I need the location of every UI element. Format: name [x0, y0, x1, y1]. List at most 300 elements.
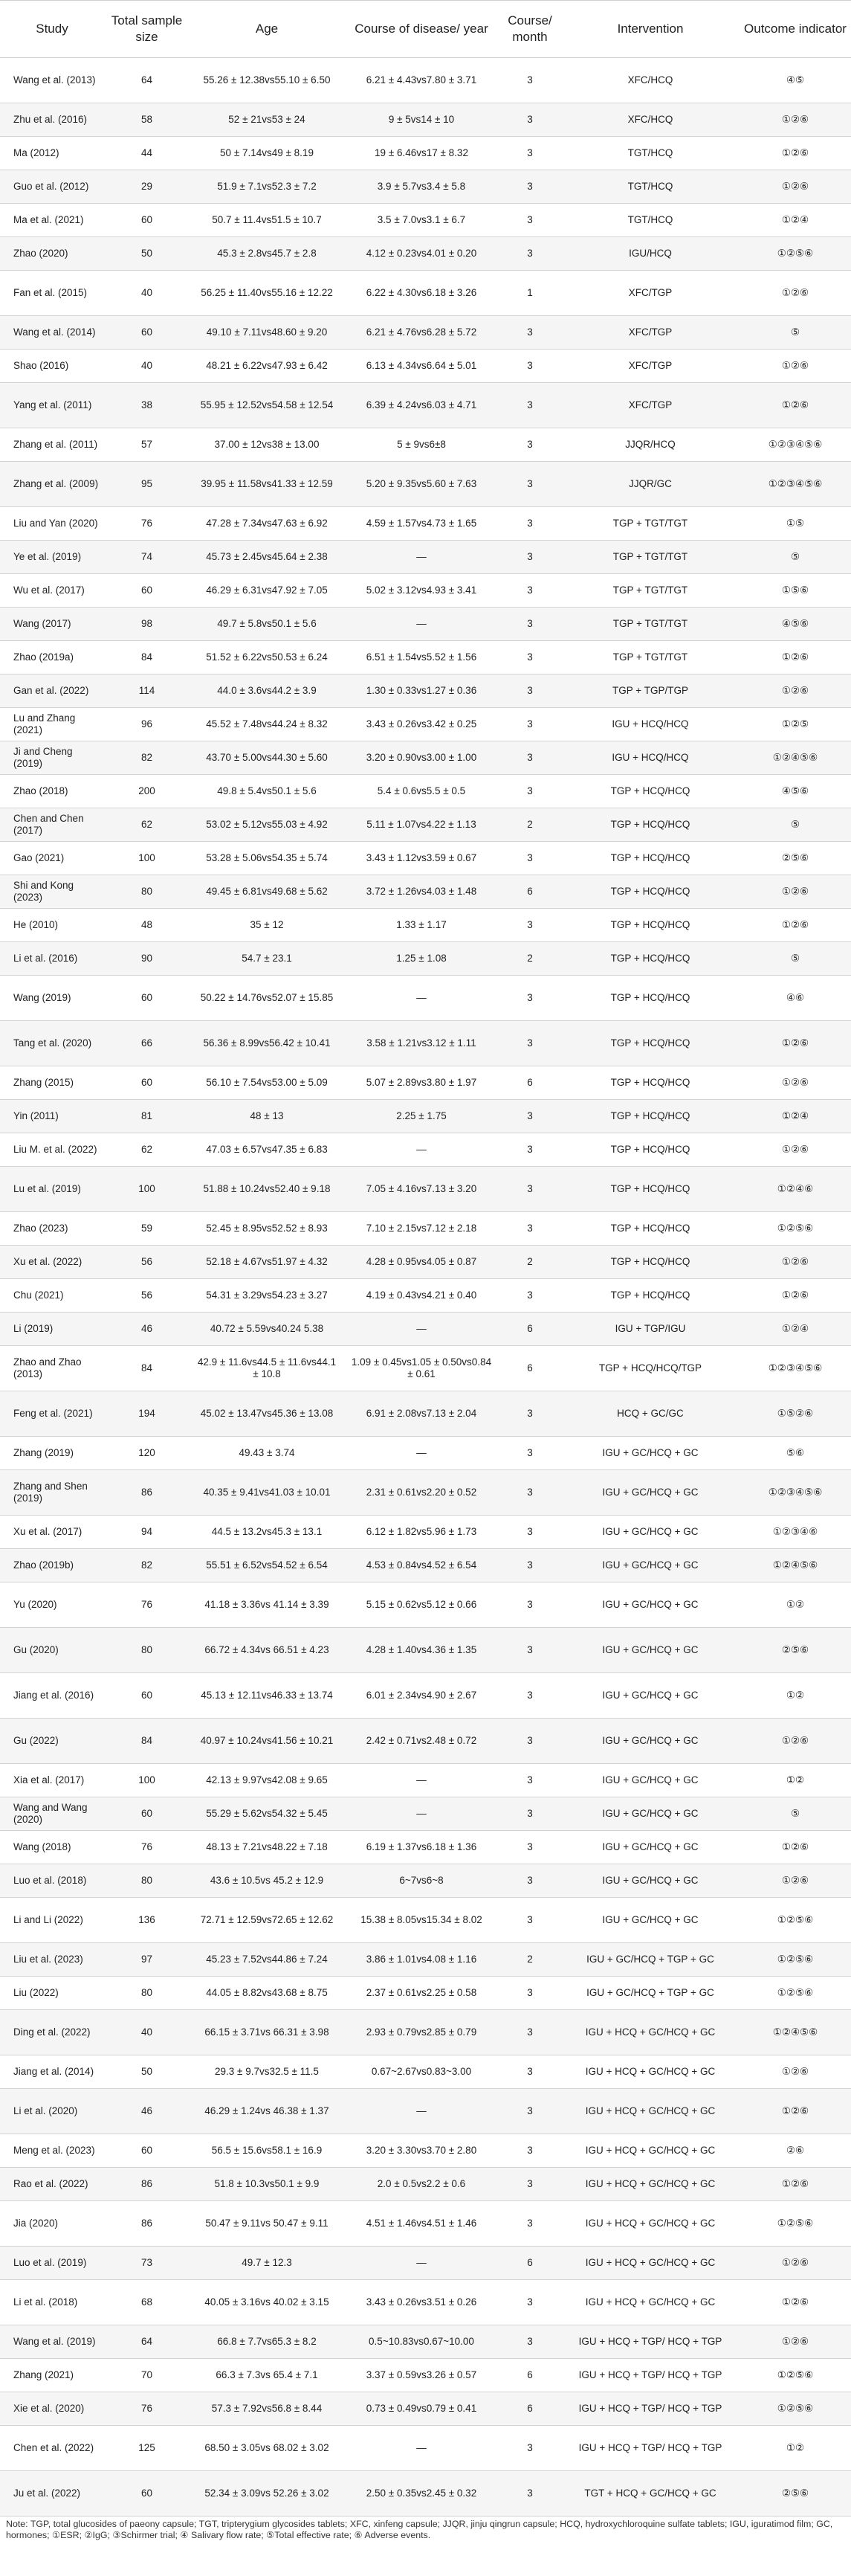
cell-course-month: 3 — [499, 1021, 561, 1066]
table-row — [0, 1764, 851, 1797]
cell-intervention: TGT/HCQ — [561, 137, 740, 170]
cell-course-month: 3 — [499, 608, 561, 641]
cell-age: 45.3 ± 2.8vs45.7 ± 2.8 — [190, 237, 344, 271]
table-row — [0, 2247, 851, 2280]
cell-age: 52.45 ± 8.95vs52.52 ± 8.93 — [190, 1212, 344, 1246]
cell-study: Shi and Kong (2023) — [0, 875, 104, 909]
cell-course-of-disease: — — [344, 1764, 499, 1797]
cell-intervention: IGU + HCQ + TGP/ HCQ + TGP — [561, 2359, 740, 2392]
header-row — [0, 1, 851, 58]
cell-age: 44.0 ± 3.6vs44.2 ± 3.9 — [190, 674, 344, 708]
cell-sample-size: 58 — [104, 103, 190, 137]
cell-study: Wang et al. (2014) — [0, 316, 104, 350]
cell-outcome-indicator: ①②⑥ — [740, 1021, 851, 1066]
cell-study: He (2010) — [0, 909, 104, 942]
cell-study: Gu (2022) — [0, 1719, 104, 1764]
cell-intervention: XFC/HCQ — [561, 58, 740, 103]
cell-age: 56.25 ± 11.40vs55.16 ± 12.22 — [190, 271, 344, 316]
cell-sample-size: 96 — [104, 708, 190, 741]
cell-outcome-indicator: ②⑤⑥ — [740, 1628, 851, 1673]
table-row — [0, 1977, 851, 2010]
cell-intervention: TGT/HCQ — [561, 204, 740, 237]
cell-outcome-indicator: ②⑥ — [740, 2134, 851, 2168]
cell-outcome-indicator: ①②⑥ — [740, 875, 851, 909]
table-row — [0, 808, 851, 842]
cell-study: Gu (2020) — [0, 1628, 104, 1673]
cell-outcome-indicator: ①⑤ — [740, 507, 851, 541]
table-row — [0, 58, 851, 103]
cell-age: 45.02 ± 13.47vs45.36 ± 13.08 — [190, 1391, 344, 1437]
cell-age: 68.50 ± 3.05vs 68.02 ± 3.02 — [190, 2426, 344, 2471]
cell-course-of-disease: — — [344, 1437, 499, 1470]
cell-study: Lu and Zhang (2021) — [0, 708, 104, 741]
cell-age: 52.34 ± 3.09vs 52.26 ± 3.02 — [190, 2471, 344, 2517]
cell-course-month: 3 — [499, 237, 561, 271]
cell-sample-size: 60 — [104, 2471, 190, 2517]
cell-intervention: IGU + GC/HCQ + GC — [561, 1628, 740, 1673]
table-row — [0, 383, 851, 428]
table-row — [0, 1470, 851, 1516]
cell-sample-size: 40 — [104, 350, 190, 383]
table-row — [0, 1582, 851, 1628]
cell-sample-size: 29 — [104, 170, 190, 204]
cell-intervention: JJQR/GC — [561, 462, 740, 507]
cell-outcome-indicator: ①②⑥ — [740, 383, 851, 428]
cell-course-of-disease: 1.30 ± 0.33vs1.27 ± 0.36 — [344, 674, 499, 708]
cell-course-month: 3 — [499, 1628, 561, 1673]
cell-outcome-indicator: ⑤ — [740, 316, 851, 350]
cell-intervention: TGP + HCQ/HCQ — [561, 1246, 740, 1279]
cell-course-of-disease: — — [344, 608, 499, 641]
cell-outcome-indicator: ①②⑤⑥ — [740, 2359, 851, 2392]
cell-sample-size: 64 — [104, 58, 190, 103]
cell-sample-size: 120 — [104, 1437, 190, 1470]
cell-course-of-disease: 3.5 ± 7.0vs3.1 ± 6.7 — [344, 204, 499, 237]
cell-sample-size: 76 — [104, 1831, 190, 1864]
cell-outcome-indicator: ①②⑥ — [740, 137, 851, 170]
table-row — [0, 2426, 851, 2471]
cell-course-month: 3 — [499, 1764, 561, 1797]
cell-study: Luo et al. (2019) — [0, 2247, 104, 2280]
cell-age: 40.72 ± 5.59vs40.24 5.38 — [190, 1313, 344, 1346]
cell-outcome-indicator: ①②⑥ — [740, 2280, 851, 2325]
cell-intervention: IGU + GC/HCQ + GC — [561, 1898, 740, 1943]
cell-age: 45.23 ± 7.52vs44.86 ± 7.24 — [190, 1943, 344, 1977]
cell-course-month: 3 — [499, 137, 561, 170]
cell-course-month: 6 — [499, 2247, 561, 2280]
cell-sample-size: 100 — [104, 1764, 190, 1797]
table-row — [0, 1831, 851, 1864]
cell-outcome-indicator: ①②④ — [740, 204, 851, 237]
cell-sample-size: 57 — [104, 428, 190, 462]
cell-course-of-disease: 6.21 ± 4.76vs6.28 ± 5.72 — [344, 316, 499, 350]
cell-age: 45.52 ± 7.48vs44.24 ± 8.32 — [190, 708, 344, 741]
cell-intervention: IGU + HCQ/HCQ — [561, 708, 740, 741]
cell-study: Yu (2020) — [0, 1582, 104, 1628]
cell-sample-size: 70 — [104, 2359, 190, 2392]
cell-course-of-disease: 5 ± 9vs6±8 — [344, 428, 499, 462]
cell-intervention: HCQ + GC/GC — [561, 1391, 740, 1437]
cell-outcome-indicator: ①⑤⑥ — [740, 574, 851, 608]
cell-sample-size: 59 — [104, 1212, 190, 1246]
cell-intervention: IGU + HCQ + GC/HCQ + GC — [561, 2168, 740, 2201]
cell-age: 37.00 ± 12vs38 ± 13.00 — [190, 428, 344, 462]
cell-intervention: IGU + HCQ + GC/HCQ + GC — [561, 2280, 740, 2325]
cell-sample-size: 60 — [104, 316, 190, 350]
cell-outcome-indicator: ①②⑤⑥ — [740, 237, 851, 271]
cell-intervention: IGU + GC/HCQ + GC — [561, 1437, 740, 1470]
cell-course-month: 3 — [499, 1582, 561, 1628]
cell-age: 49.7 ± 5.8vs50.1 ± 5.6 — [190, 608, 344, 641]
cell-course-of-disease: — — [344, 541, 499, 574]
cell-sample-size: 60 — [104, 2134, 190, 2168]
cell-outcome-indicator: ①②⑥ — [740, 1133, 851, 1167]
cell-sample-size: 82 — [104, 1549, 190, 1582]
cell-sample-size: 86 — [104, 1470, 190, 1516]
cell-intervention: TGP + HCQ/HCQ — [561, 976, 740, 1021]
table-row — [0, 103, 851, 137]
cell-outcome-indicator: ④⑤⑥ — [740, 775, 851, 808]
cell-sample-size: 60 — [104, 574, 190, 608]
cell-intervention: JJQR/HCQ — [561, 428, 740, 462]
header-sample-size: Total sample size — [104, 1, 190, 58]
cell-age: 42.9 ± 11.6vs44.5 ± 11.6vs44.1 ± 10.8 — [190, 1346, 344, 1391]
cell-intervention: XFC/TGP — [561, 350, 740, 383]
table-row — [0, 2055, 851, 2089]
cell-course-month: 3 — [499, 574, 561, 608]
table-row — [0, 1167, 851, 1212]
cell-course-month: 3 — [499, 2089, 561, 2134]
cell-course-of-disease: 6.01 ± 2.34vs4.90 ± 2.67 — [344, 1673, 499, 1719]
cell-outcome-indicator: ①②⑥ — [740, 1864, 851, 1898]
cell-course-month: 3 — [499, 507, 561, 541]
cell-sample-size: 90 — [104, 942, 190, 976]
cell-course-of-disease: 2.0 ± 0.5vs2.2 ± 0.6 — [344, 2168, 499, 2201]
cell-study: Ji and Cheng (2019) — [0, 741, 104, 775]
table-row — [0, 271, 851, 316]
cell-age: 72.71 ± 12.59vs72.65 ± 12.62 — [190, 1898, 344, 1943]
cell-course-month: 3 — [499, 1437, 561, 1470]
table-row — [0, 741, 851, 775]
cell-intervention: TGP + HCQ/HCQ — [561, 1167, 740, 1212]
cell-course-month: 3 — [499, 2280, 561, 2325]
cell-course-of-disease: — — [344, 1313, 499, 1346]
cell-age: 49.7 ± 12.3 — [190, 2247, 344, 2280]
table-row — [0, 942, 851, 976]
cell-intervention: TGP + TGT/TGT — [561, 608, 740, 641]
cell-outcome-indicator: ①②⑤⑥ — [740, 1943, 851, 1977]
cell-age: 56.36 ± 8.99vs56.42 ± 10.41 — [190, 1021, 344, 1066]
cell-sample-size: 50 — [104, 237, 190, 271]
cell-course-month: 3 — [499, 1719, 561, 1764]
cell-course-of-disease: 6.13 ± 4.34vs6.64 ± 5.01 — [344, 350, 499, 383]
cell-age: 45.73 ± 2.45vs45.64 ± 2.38 — [190, 541, 344, 574]
cell-study: Feng et al. (2021) — [0, 1391, 104, 1437]
table-body — [0, 58, 851, 2517]
cell-intervention: IGU + HCQ + TGP/ HCQ + TGP — [561, 2325, 740, 2359]
cell-outcome-indicator: ①②⑤ — [740, 708, 851, 741]
table-row — [0, 1313, 851, 1346]
cell-course-of-disease: 3.43 ± 0.26vs3.42 ± 0.25 — [344, 708, 499, 741]
cell-sample-size: 40 — [104, 2010, 190, 2055]
cell-course-of-disease: 5.15 ± 0.62vs5.12 ± 0.66 — [344, 1582, 499, 1628]
cell-course-month: 2 — [499, 808, 561, 842]
cell-outcome-indicator: ④⑥ — [740, 976, 851, 1021]
cell-course-month: 3 — [499, 1212, 561, 1246]
cell-age: 53.28 ± 5.06vs54.35 ± 5.74 — [190, 842, 344, 875]
cell-course-of-disease: 3.20 ± 3.30vs3.70 ± 2.80 — [344, 2134, 499, 2168]
table-row — [0, 1212, 851, 1246]
cell-intervention: IGU + GC/HCQ + GC — [561, 1797, 740, 1831]
cell-sample-size: 73 — [104, 2247, 190, 2280]
cell-course-month: 3 — [499, 2055, 561, 2089]
header-course-of-disease: Course of disease/ year — [344, 1, 499, 58]
cell-age: 66.72 ± 4.34vs 66.51 ± 4.23 — [190, 1628, 344, 1673]
cell-study: Xia et al. (2017) — [0, 1764, 104, 1797]
cell-study: Jiang et al. (2014) — [0, 2055, 104, 2089]
cell-sample-size: 60 — [104, 1797, 190, 1831]
cell-age: 57.3 ± 7.92vs56.8 ± 8.44 — [190, 2392, 344, 2426]
cell-outcome-indicator: ⑤ — [740, 541, 851, 574]
cell-outcome-indicator: ①②⑤⑥ — [740, 1898, 851, 1943]
cell-age: 51.8 ± 10.3vs50.1 ± 9.9 — [190, 2168, 344, 2201]
cell-study: Wu et al. (2017) — [0, 574, 104, 608]
cell-course-of-disease: 5.4 ± 0.6vs5.5 ± 0.5 — [344, 775, 499, 808]
cell-outcome-indicator: ①②⑥ — [740, 271, 851, 316]
table-row — [0, 1864, 851, 1898]
cell-sample-size: 94 — [104, 1516, 190, 1549]
cell-course-month: 3 — [499, 1831, 561, 1864]
cell-course-month: 3 — [499, 350, 561, 383]
cell-study: Tang et al. (2020) — [0, 1021, 104, 1066]
table-row — [0, 1673, 851, 1719]
cell-study: Ju et al. (2022) — [0, 2471, 104, 2517]
cell-course-of-disease: 3.9 ± 5.7vs3.4 ± 5.8 — [344, 170, 499, 204]
cell-outcome-indicator: ①②③④⑤⑥ — [740, 1346, 851, 1391]
cell-course-month: 3 — [499, 1167, 561, 1212]
cell-intervention: TGP + HCQ/HCQ — [561, 875, 740, 909]
cell-sample-size: 46 — [104, 2089, 190, 2134]
cell-age: 46.29 ± 1.24vs 46.38 ± 1.37 — [190, 2089, 344, 2134]
cell-sample-size: 97 — [104, 1943, 190, 1977]
cell-age: 66.15 ± 3.71vs 66.31 ± 3.98 — [190, 2010, 344, 2055]
cell-age: 46.29 ± 6.31vs47.92 ± 7.05 — [190, 574, 344, 608]
cell-study: Ye et al. (2019) — [0, 541, 104, 574]
cell-study: Liu et al. (2023) — [0, 1943, 104, 1977]
cell-course-of-disease: 4.53 ± 0.84vs4.52 ± 6.54 — [344, 1549, 499, 1582]
cell-study: Meng et al. (2023) — [0, 2134, 104, 2168]
cell-age: 43.70 ± 5.00vs44.30 ± 5.60 — [190, 741, 344, 775]
cell-course-month: 3 — [499, 1470, 561, 1516]
cell-intervention: TGP + HCQ/HCQ — [561, 808, 740, 842]
cell-age: 48.13 ± 7.21vs48.22 ± 7.18 — [190, 1831, 344, 1864]
cell-age: 40.05 ± 3.16vs 40.02 ± 3.15 — [190, 2280, 344, 2325]
cell-study: Liu (2022) — [0, 1977, 104, 2010]
cell-study: Chu (2021) — [0, 1279, 104, 1313]
cell-study: Li and Li (2022) — [0, 1898, 104, 1943]
cell-course-month: 3 — [499, 775, 561, 808]
cell-age: 51.9 ± 7.1vs52.3 ± 7.2 — [190, 170, 344, 204]
cell-age: 55.95 ± 12.52vs54.58 ± 12.54 — [190, 383, 344, 428]
cell-study: Wang et al. (2019) — [0, 2325, 104, 2359]
cell-age: 53.02 ± 5.12vs55.03 ± 4.92 — [190, 808, 344, 842]
cell-course-month: 3 — [499, 1279, 561, 1313]
cell-outcome-indicator: ①②③④⑥ — [740, 1516, 851, 1549]
cell-course-of-disease: 4.19 ± 0.43vs4.21 ± 0.40 — [344, 1279, 499, 1313]
cell-intervention: IGU + GC/HCQ + GC — [561, 1831, 740, 1864]
cell-course-of-disease: 9 ± 5vs14 ± 10 — [344, 103, 499, 137]
cell-outcome-indicator: ①②⑥ — [740, 1066, 851, 1100]
cell-course-of-disease: 5.07 ± 2.89vs3.80 ± 1.97 — [344, 1066, 499, 1100]
cell-study: Fan et al. (2015) — [0, 271, 104, 316]
cell-outcome-indicator: ①②⑥ — [740, 674, 851, 708]
cell-course-of-disease: 5.11 ± 1.07vs4.22 ± 1.13 — [344, 808, 499, 842]
cell-course-month: 3 — [499, 2325, 561, 2359]
cell-sample-size: 95 — [104, 462, 190, 507]
header-course-month: Course/ month — [499, 1, 561, 58]
cell-outcome-indicator: ①② — [740, 1764, 851, 1797]
table-row — [0, 2280, 851, 2325]
table-row — [0, 237, 851, 271]
cell-course-of-disease: 4.51 ± 1.46vs4.51 ± 1.46 — [344, 2201, 499, 2247]
cell-course-of-disease: 6.22 ± 4.30vs6.18 ± 3.26 — [344, 271, 499, 316]
cell-age: 49.43 ± 3.74 — [190, 1437, 344, 1470]
cell-course-month: 3 — [499, 976, 561, 1021]
cell-study: Lu et al. (2019) — [0, 1167, 104, 1212]
cell-sample-size: 84 — [104, 641, 190, 674]
cell-sample-size: 82 — [104, 741, 190, 775]
cell-intervention: IGU + HCQ/HCQ — [561, 741, 740, 775]
table-row — [0, 2010, 851, 2055]
cell-outcome-indicator: ①②④⑤⑥ — [740, 741, 851, 775]
cell-study: Zhao (2023) — [0, 1212, 104, 1246]
cell-study: Gan et al. (2022) — [0, 674, 104, 708]
cell-course-of-disease: 1.25 ± 1.08 — [344, 942, 499, 976]
cell-course-month: 3 — [499, 103, 561, 137]
cell-intervention: TGP + TGT/TGT — [561, 574, 740, 608]
table-row — [0, 1898, 851, 1943]
cell-age: 50 ± 7.14vs49 ± 8.19 — [190, 137, 344, 170]
cell-study: Wang et al. (2013) — [0, 58, 104, 103]
cell-age: 49.45 ± 6.81vs49.68 ± 5.62 — [190, 875, 344, 909]
cell-sample-size: 81 — [104, 1100, 190, 1133]
cell-course-of-disease: 4.28 ± 1.40vs4.36 ± 1.35 — [344, 1628, 499, 1673]
cell-sample-size: 44 — [104, 137, 190, 170]
cell-study: Zhao and Zhao (2013) — [0, 1346, 104, 1391]
cell-outcome-indicator: ①②⑥ — [740, 1719, 851, 1764]
cell-study: Zhang and Shen (2019) — [0, 1470, 104, 1516]
table-row — [0, 574, 851, 608]
cell-course-of-disease: 2.31 ± 0.61vs2.20 ± 0.52 — [344, 1470, 499, 1516]
cell-outcome-indicator: ②⑤⑥ — [740, 842, 851, 875]
table-row — [0, 1943, 851, 1977]
cell-course-of-disease: — — [344, 976, 499, 1021]
cell-course-of-disease: — — [344, 1133, 499, 1167]
cell-intervention: TGP + HCQ/HCQ — [561, 942, 740, 976]
cell-intervention: XFC/TGP — [561, 383, 740, 428]
cell-sample-size: 84 — [104, 1346, 190, 1391]
cell-sample-size: 56 — [104, 1279, 190, 1313]
cell-outcome-indicator: ①②⑤⑥ — [740, 1212, 851, 1246]
cell-sample-size: 84 — [104, 1719, 190, 1764]
cell-intervention: TGP + HCQ/HCQ — [561, 1279, 740, 1313]
cell-course-of-disease: 2.37 ± 0.61vs2.25 ± 0.58 — [344, 1977, 499, 2010]
cell-outcome-indicator: ①②④ — [740, 1313, 851, 1346]
cell-sample-size: 48 — [104, 909, 190, 942]
cell-outcome-indicator: ①②⑥ — [740, 103, 851, 137]
cell-age: 54.7 ± 23.1 — [190, 942, 344, 976]
table-row — [0, 428, 851, 462]
cell-course-of-disease: 2.42 ± 0.71vs2.48 ± 0.72 — [344, 1719, 499, 1764]
cell-study: Wang and Wang (2020) — [0, 1797, 104, 1831]
cell-age: 66.8 ± 7.7vs65.3 ± 8.2 — [190, 2325, 344, 2359]
cell-course-of-disease: 6.39 ± 4.24vs6.03 ± 4.71 — [344, 383, 499, 428]
cell-course-month: 3 — [499, 1977, 561, 2010]
cell-age: 49.10 ± 7.11vs48.60 ± 9.20 — [190, 316, 344, 350]
cell-course-of-disease: 3.20 ± 0.90vs3.00 ± 1.00 — [344, 741, 499, 775]
cell-course-month: 3 — [499, 1100, 561, 1133]
cell-intervention: TGP + HCQ/HCQ — [561, 1212, 740, 1246]
table-row — [0, 875, 851, 909]
cell-age: 55.29 ± 5.62vs54.32 ± 5.45 — [190, 1797, 344, 1831]
cell-study: Zhang et al. (2009) — [0, 462, 104, 507]
cell-course-month: 3 — [499, 708, 561, 741]
table-row — [0, 608, 851, 641]
cell-intervention: IGU + GC/HCQ + GC — [561, 1719, 740, 1764]
cell-outcome-indicator: ①②⑥ — [740, 2089, 851, 2134]
cell-intervention: IGU + HCQ + GC/HCQ + GC — [561, 2201, 740, 2247]
cell-course-month: 1 — [499, 271, 561, 316]
cell-outcome-indicator: ①②⑥ — [740, 1246, 851, 1279]
cell-study: Chen and Chen (2017) — [0, 808, 104, 842]
cell-intervention: IGU + HCQ + TGP/ HCQ + TGP — [561, 2392, 740, 2426]
cell-course-month: 3 — [499, 1133, 561, 1167]
table-row — [0, 976, 851, 1021]
cell-age: 50.22 ± 14.76vs52.07 ± 15.85 — [190, 976, 344, 1021]
cell-sample-size: 62 — [104, 808, 190, 842]
cell-intervention: IGU + GC/HCQ + GC — [561, 1582, 740, 1628]
table-row — [0, 507, 851, 541]
cell-course-month: 3 — [499, 383, 561, 428]
cell-sample-size: 76 — [104, 507, 190, 541]
cell-outcome-indicator: ①②③④⑤⑥ — [740, 462, 851, 507]
table-row — [0, 1133, 851, 1167]
cell-sample-size: 200 — [104, 775, 190, 808]
cell-course-month: 3 — [499, 316, 561, 350]
table-row — [0, 708, 851, 741]
cell-course-of-disease: 2.25 ± 1.75 — [344, 1100, 499, 1133]
cell-age: 47.03 ± 6.57vs47.35 ± 6.83 — [190, 1133, 344, 1167]
cell-study: Zhao (2018) — [0, 775, 104, 808]
cell-outcome-indicator: ②⑤⑥ — [740, 2471, 851, 2517]
cell-age: 41.18 ± 3.36vs 41.14 ± 3.39 — [190, 1582, 344, 1628]
table-row — [0, 1346, 851, 1391]
cell-study: Li et al. (2016) — [0, 942, 104, 976]
cell-course-month: 2 — [499, 1246, 561, 1279]
cell-course-of-disease: 3.86 ± 1.01vs4.08 ± 1.16 — [344, 1943, 499, 1977]
cell-course-month: 3 — [499, 428, 561, 462]
cell-intervention: IGU + GC/HCQ + TGP + GC — [561, 1943, 740, 1977]
cell-study: Gao (2021) — [0, 842, 104, 875]
cell-course-of-disease: 2.93 ± 0.79vs2.85 ± 0.79 — [344, 2010, 499, 2055]
cell-study: Zhang (2021) — [0, 2359, 104, 2392]
cell-course-month: 3 — [499, 641, 561, 674]
header-intervention: Intervention — [561, 1, 740, 58]
cell-study: Guo et al. (2012) — [0, 170, 104, 204]
cell-study: Chen et al. (2022) — [0, 2426, 104, 2471]
cell-age: 35 ± 12 — [190, 909, 344, 942]
cell-course-month: 3 — [499, 842, 561, 875]
